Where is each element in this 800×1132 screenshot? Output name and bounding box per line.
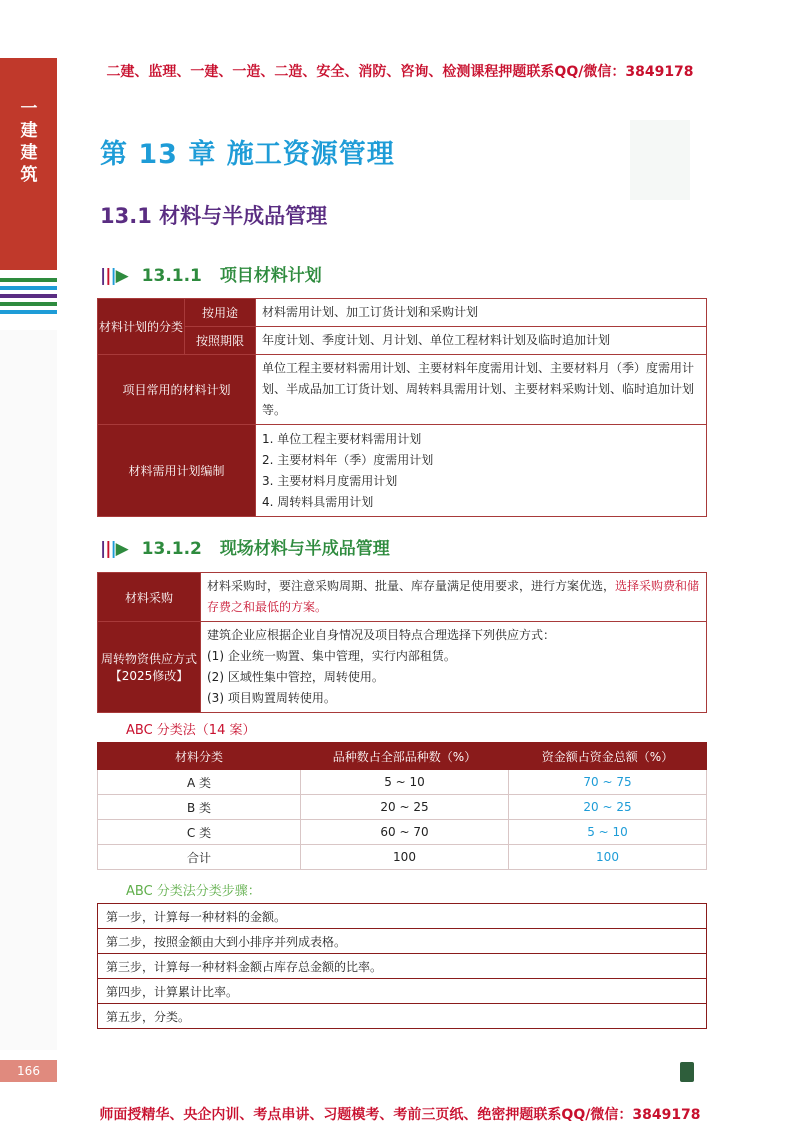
compile-item: 2. 主要材料年（季）度需用计划 xyxy=(262,452,434,467)
abc-cell: B 类 xyxy=(98,795,301,820)
abc-table xyxy=(97,742,707,870)
abc-steps-table xyxy=(97,903,707,1029)
subsection-title: 项目材料计划 xyxy=(219,266,322,286)
label-common-plans: 项目常用的材料计划 xyxy=(98,355,256,425)
abc-cell: A 类 xyxy=(98,770,301,795)
step-cell: 第二步，按照金额由大到小排序并列成表格。 xyxy=(98,929,707,954)
subsection-number: 13.1.2 xyxy=(141,539,202,559)
stripe-blue-2 xyxy=(0,310,57,314)
bottom-banner: 师面授精华、央企内训、考点串讲、习题模考、考前三页纸、绝密押题联系QQ/微信：3849178 xyxy=(99,1107,701,1123)
table-row xyxy=(98,1004,707,1029)
purchase-key: 选择采购费和储存费之和最低的方案。 xyxy=(207,579,700,614)
supply-intro: 建筑企业应根据企业自身情况及项目特点合理选择下列供应方式： xyxy=(207,628,556,642)
step-cell: 第三步，计算每一种材料金额占库存总金额的比率。 xyxy=(98,954,707,979)
supply-item: (3) 项目购置周转使用。 xyxy=(207,691,336,705)
chapter-title: 第 13 章 施工资源管理 xyxy=(100,139,395,170)
step-cell: 第四步，计算累计比率。 xyxy=(98,979,707,1004)
abc-cell: 70 ~ 75 xyxy=(509,770,707,795)
corner-image xyxy=(630,120,690,200)
label-compile: 材料需用计划编制 xyxy=(98,425,256,517)
supply-item: (1) 企业统一购置、集中管理，实行内部租赁。 xyxy=(207,649,456,663)
compile-content xyxy=(256,425,707,517)
section-title: 13.1 材料与半成品管理 xyxy=(100,204,328,228)
table-row xyxy=(98,845,707,870)
compile-item: 1. 单位工程主要材料需用计划 xyxy=(262,431,422,446)
bars-icon: |||▶ xyxy=(100,539,128,559)
label-by-use: 按用途 xyxy=(185,299,256,327)
page-number: 166 xyxy=(0,1060,57,1082)
purchase-content xyxy=(201,573,707,622)
stripe-purple xyxy=(0,294,57,298)
table-row xyxy=(98,820,707,845)
table-row xyxy=(98,795,707,820)
subsection-heading-1 xyxy=(100,261,322,286)
table-row xyxy=(98,929,707,954)
by-use-content: 材料需用计划、加工订货计划和采购计划 xyxy=(256,299,707,327)
steps-caption: ABC 分类法分类步骤： xyxy=(126,884,261,899)
table-row xyxy=(98,954,707,979)
abc-cell: C 类 xyxy=(98,820,301,845)
top-banner: 二建、监理、一建、一造、二造、安全、消防、咨询、检测课程押题联系QQ/微信：3849178 xyxy=(106,64,694,80)
by-period-content: 年度计划、季度计划、月计划、单位工程材料计划及临时追加计划 xyxy=(256,327,707,355)
label-classify: 材料计划的分类 xyxy=(98,299,185,355)
stripe-green xyxy=(0,278,57,282)
label-by-period: 按照期限 xyxy=(185,327,256,355)
left-margin xyxy=(0,330,57,1050)
purchase-plain: 材料采购时，要注意采购周期、批量、库存量满足使用要求，进行方案优选， xyxy=(207,579,616,593)
stripe-blue xyxy=(0,286,57,290)
abc-cell: 5 ~ 10 xyxy=(509,820,707,845)
supply-item: (2) 区域性集中管控，周转使用。 xyxy=(207,670,384,684)
abc-cell: 100 xyxy=(301,845,509,870)
abc-cell: 合计 xyxy=(98,845,301,870)
site-material-table xyxy=(97,572,707,713)
abc-cell: 20 ~ 25 xyxy=(301,795,509,820)
abc-header: 资金额占资金总额（%） xyxy=(509,743,707,770)
table-row xyxy=(98,904,707,929)
table-row xyxy=(98,770,707,795)
subsection-number: 13.1.1 xyxy=(141,266,202,286)
step-cell: 第一步，计算每一种材料的金额。 xyxy=(98,904,707,929)
abc-header: 材料分类 xyxy=(98,743,301,770)
abc-caption: ABC 分类法（14 案） xyxy=(126,723,256,738)
compile-item: 3. 主要材料月度需用计划 xyxy=(262,473,398,488)
abc-cell: 5 ~ 10 xyxy=(301,770,509,795)
abc-header: 品种数占全部品种数（%） xyxy=(301,743,509,770)
stripe-green-2 xyxy=(0,302,57,306)
label-purchase: 材料采购 xyxy=(98,573,201,622)
subsection-heading-2 xyxy=(100,534,390,559)
compile-item: 4. 周转料具需用计划 xyxy=(262,494,374,509)
abc-cell: 60 ~ 70 xyxy=(301,820,509,845)
book-icon xyxy=(680,1062,694,1082)
side-tab xyxy=(0,58,57,270)
side-tab-text: 一建建筑 xyxy=(20,99,38,185)
common-plans-content: 单位工程主要材料需用计划、主要材料年度需用计划、主要材料月（季）度需用计划、半成品加工订货计划、周转料具需用计划、主要材料采购计划、临时追加计划等。 xyxy=(256,355,707,425)
table-row xyxy=(98,979,707,1004)
bars-icon: |||▶ xyxy=(100,266,128,286)
abc-cell: 20 ~ 25 xyxy=(509,795,707,820)
subsection-title: 现场材料与半成品管理 xyxy=(219,539,390,559)
supply-content xyxy=(201,622,707,713)
material-plan-table xyxy=(97,298,707,517)
label-supply: 周转物资供应方式【2025修改】 xyxy=(98,622,201,713)
step-cell: 第五步，分类。 xyxy=(98,1004,707,1029)
abc-cell: 100 xyxy=(509,845,707,870)
